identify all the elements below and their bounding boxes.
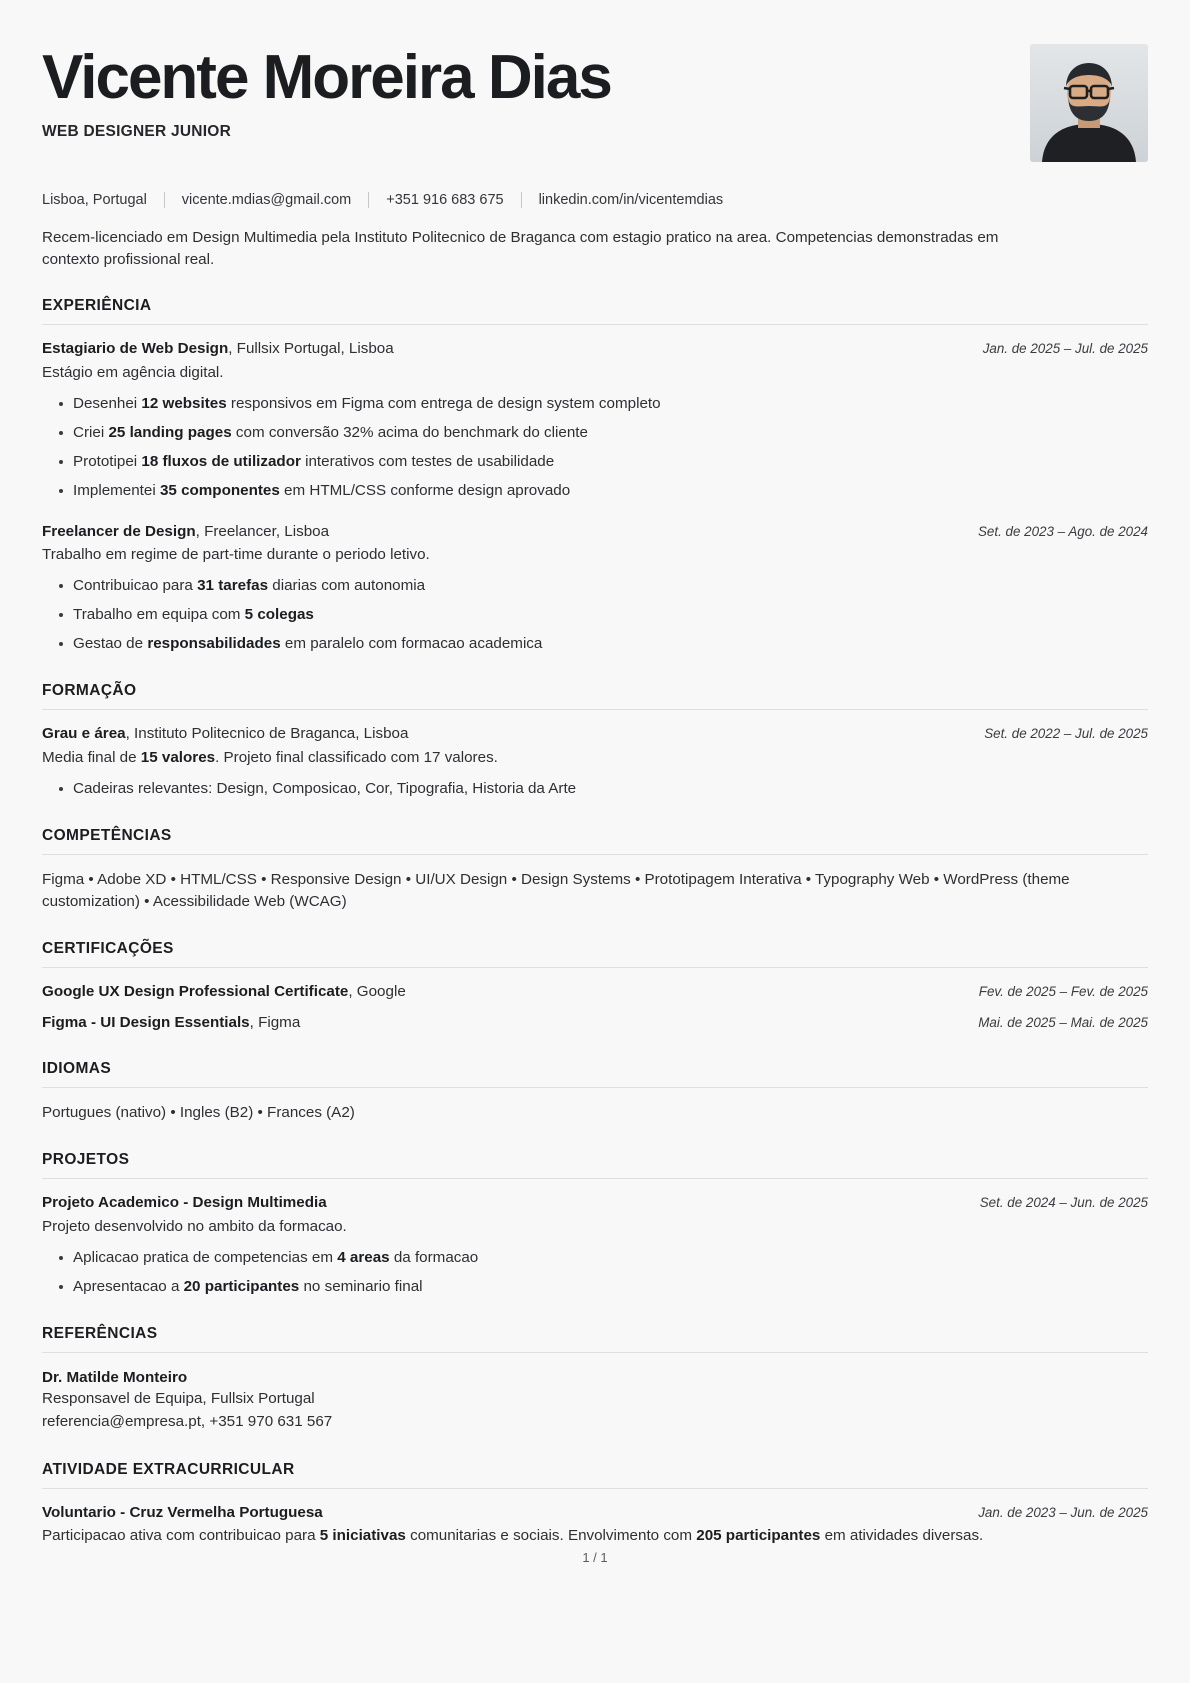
project-name: Projeto Academico - Design Multimedia — [42, 1194, 327, 1212]
entry-header — [42, 1503, 1148, 1524]
section-title-certifications: CERTIFICAÇÕES — [42, 940, 174, 958]
section-references — [42, 1325, 1148, 1434]
page-indicator: 1 / 1 — [582, 1550, 608, 1565]
section-divider — [42, 709, 1148, 710]
profile-summary: Recem-licenciado em Design Multimedia pela Instituto Politecnico de Braganca com estagio pratico na area. Competencias demonstradas em contexto profissional real. — [42, 229, 999, 268]
certification-issuer: , Google — [348, 983, 406, 1001]
entry-header — [42, 724, 1148, 745]
reference-contact: referencia@empresa.pt, +351 970 631 567 — [42, 1412, 333, 1430]
entry-title — [42, 1503, 323, 1524]
desc-strong: 15 valores — [140, 748, 216, 766]
contact-bar — [42, 192, 1148, 208]
entry-bullet-list — [42, 1247, 1148, 1298]
section-divider — [42, 1178, 1148, 1179]
desc-strong-2: 205 participantes — [696, 1527, 821, 1545]
section-skills — [42, 827, 1148, 913]
entry-header — [42, 522, 1148, 543]
bullet-text-strong: 5 colegas — [244, 606, 314, 624]
languages-list: Portugues (nativo) • Ingles (B2) • Frances (A2) — [42, 1104, 355, 1122]
entry-title — [42, 1193, 327, 1214]
bullet-text-post: da formacao — [389, 1248, 479, 1266]
entry-degree: Grau e área — [42, 725, 126, 743]
extracurricular-description — [42, 1525, 1148, 1547]
entry-title — [42, 339, 394, 360]
bullet-text-strong: 25 landing pages — [108, 423, 232, 441]
section-languages — [42, 1060, 1148, 1124]
certification-date: Mai. de 2025 – Mai. de 2025 — [978, 1014, 1148, 1030]
entry-title — [42, 522, 329, 543]
section-title-education: FORMAÇÃO — [42, 682, 137, 700]
bullet-text-strong: responsabilidades — [147, 635, 281, 653]
list-item — [73, 480, 1148, 502]
section-certifications — [42, 940, 1148, 1033]
entry-date: Jan. de 2023 – Jun. de 2025 — [978, 1504, 1148, 1520]
education-entry — [42, 724, 1148, 800]
contact-phone[interactable]: +351 916 683 675 — [386, 192, 504, 208]
contact-email[interactable]: vicente.mdias@gmail.com — [181, 192, 352, 208]
bullet-text-pre: Aplicacao pratica de competencias em — [73, 1248, 338, 1266]
reference-position: Responsavel de Equipa, Fullsix Portugal — [42, 1390, 315, 1408]
desc-post: . Projeto final classificado com 17 valores. — [215, 748, 498, 766]
bullet-text-pre: Trabalho em equipa com — [73, 606, 245, 624]
entry-company: , Fullsix Portugal, Lisboa — [228, 340, 394, 358]
entry-bullet-list — [42, 575, 1148, 655]
desc-pre: Participacao ativa com contribuicao para — [42, 1527, 320, 1545]
desc-mid: comunitarias e sociais. Envolvimento com — [405, 1527, 697, 1545]
list-item — [73, 1247, 1148, 1269]
list-item — [73, 1276, 1148, 1298]
section-title-experience: EXPERIÊNCIA — [42, 297, 152, 315]
header-text-block — [42, 44, 1006, 141]
certification-entry — [42, 982, 1148, 1003]
section-title-references: REFERÊNCIAS — [42, 1324, 158, 1342]
bullet-text-strong: 12 websites — [141, 394, 227, 412]
section-divider — [42, 1087, 1148, 1088]
certification-issuer: , Figma — [249, 1013, 301, 1031]
skills-list: Figma • Adobe XD • HTML/CSS • Responsive Design • UI/UX Design • Design Systems • Prototipagem Interativa • Typography Web • WordPress (theme customization) • Acessibilidade Web (WCAG) — [42, 871, 1070, 911]
experience-entry — [42, 522, 1148, 656]
entry-header — [42, 1193, 1148, 1214]
section-title-projects: PROJETOS — [42, 1151, 130, 1169]
bullet-text-strong: 4 areas — [337, 1248, 390, 1266]
section-divider — [42, 1488, 1148, 1489]
contact-divider-icon — [164, 192, 165, 208]
bullet-text-post: em paralelo com formacao academica — [280, 635, 543, 653]
page-title: Vicente Moreira Dias — [42, 43, 611, 112]
section-title-extracurricular: ATIVIDADE EXTRACURRICULAR — [42, 1460, 295, 1478]
section-title-languages: IDIOMAS — [42, 1060, 112, 1078]
list-item — [73, 393, 1148, 415]
bullet-text-pre: Apresentacao a — [73, 1277, 184, 1295]
bullet-text-post: diarias com autonomia — [268, 577, 426, 595]
section-projects — [42, 1151, 1148, 1298]
section-experience — [42, 297, 1148, 655]
entry-description: Projeto desenvolvido no ambito da formacao. — [42, 1217, 347, 1235]
certification-title — [42, 1013, 300, 1034]
entry-role: Freelancer de Design — [42, 522, 196, 540]
list-item — [73, 633, 1148, 655]
section-extracurricular — [42, 1461, 1148, 1548]
entry-role: Estagiario de Web Design — [42, 340, 229, 358]
project-entry — [42, 1193, 1148, 1298]
entry-title — [42, 724, 408, 745]
bullet-text-strong: 20 participantes — [183, 1277, 300, 1295]
list-item — [73, 575, 1148, 597]
list-item — [73, 451, 1148, 473]
entry-bullet-list — [42, 393, 1148, 502]
entry-header — [42, 339, 1148, 360]
bullet-text-pre: Desenhei — [73, 394, 142, 412]
entry-description — [42, 747, 1148, 769]
section-divider — [42, 967, 1148, 968]
bullet-text-pre: Gestao de — [73, 635, 148, 653]
section-title-skills: COMPETÊNCIAS — [42, 827, 172, 845]
entry-description: Trabalho em regime de part-time durante o periodo letivo. — [42, 546, 430, 564]
section-education — [42, 682, 1148, 800]
entry-date: Set. de 2022 – Jul. de 2025 — [984, 726, 1148, 742]
bullet-text-post: interativos com testes de usabilidade — [300, 452, 555, 470]
entry-institution: , Instituto Politecnico de Braganca, Lisboa — [125, 725, 409, 743]
certification-date: Fev. de 2025 – Fev. de 2025 — [978, 984, 1148, 1000]
list-item — [73, 778, 1148, 800]
desc-post: em atividades diversas. — [820, 1527, 984, 1545]
entry-date: Jan. de 2025 – Jul. de 2025 — [982, 341, 1148, 357]
certification-title — [42, 982, 406, 1003]
resume-header — [42, 44, 1148, 162]
entry-bullet-list — [42, 778, 1148, 800]
certification-name: Figma - UI Design Essentials — [42, 1013, 250, 1031]
contact-location: Lisboa, Portugal — [42, 192, 147, 208]
desc-strong-1: 5 iniciativas — [319, 1527, 406, 1545]
bullet-text-pre: Prototipei — [73, 452, 142, 470]
bullet-text-post: no seminario final — [299, 1277, 423, 1295]
list-item — [73, 422, 1148, 444]
experience-entry — [42, 339, 1148, 502]
entry-date: Set. de 2024 – Jun. de 2025 — [979, 1195, 1148, 1211]
bullet-text-pre: Implementei — [73, 481, 160, 499]
section-divider — [42, 1352, 1148, 1353]
bullet-text-strong: 31 tarefas — [197, 577, 269, 595]
section-divider — [42, 854, 1148, 855]
reference-name: Dr. Matilde Monteiro — [42, 1368, 188, 1386]
certification-name: Google UX Design Professional Certificate — [42, 983, 349, 1001]
contact-divider-icon — [521, 192, 522, 208]
bullet-text-post: responsivos em Figma com entrega de design system completo — [226, 394, 661, 412]
extracurricular-name: Voluntario - Cruz Vermelha Portuguesa — [42, 1503, 323, 1521]
list-item — [73, 604, 1148, 626]
certification-entry — [42, 1013, 1148, 1034]
contact-divider-icon — [368, 192, 369, 208]
bullet-text-pre: Contribuicao para — [73, 577, 198, 595]
bullet-text-pre: Criei — [73, 423, 109, 441]
entry-company: , Freelancer, Lisboa — [195, 522, 330, 540]
bullet-text-post: em HTML/CSS conforme design aprovado — [279, 481, 571, 499]
bullet-text-pre: Cadeiras relevantes: Design, Composicao, Cor, Tipografia, Historia da Arte — [73, 780, 577, 798]
contact-linkedin[interactable]: linkedin.com/in/vicentemdias — [538, 192, 724, 208]
profile-photo-icon — [1030, 44, 1148, 162]
bullet-text-post: com conversão 32% acima do benchmark do cliente — [231, 423, 588, 441]
bullet-text-strong: 35 componentes — [159, 481, 280, 499]
avatar — [1030, 44, 1148, 162]
desc-pre: Media final de — [42, 748, 141, 766]
job-role-subtitle: WEB DESIGNER JUNIOR — [42, 123, 232, 141]
entry-description: Estágio em agência digital. — [42, 363, 224, 381]
section-divider — [42, 324, 1148, 325]
bullet-text-strong: 18 fluxos de utilizador — [141, 452, 301, 470]
entry-date: Set. de 2023 – Ago. de 2024 — [977, 523, 1148, 539]
